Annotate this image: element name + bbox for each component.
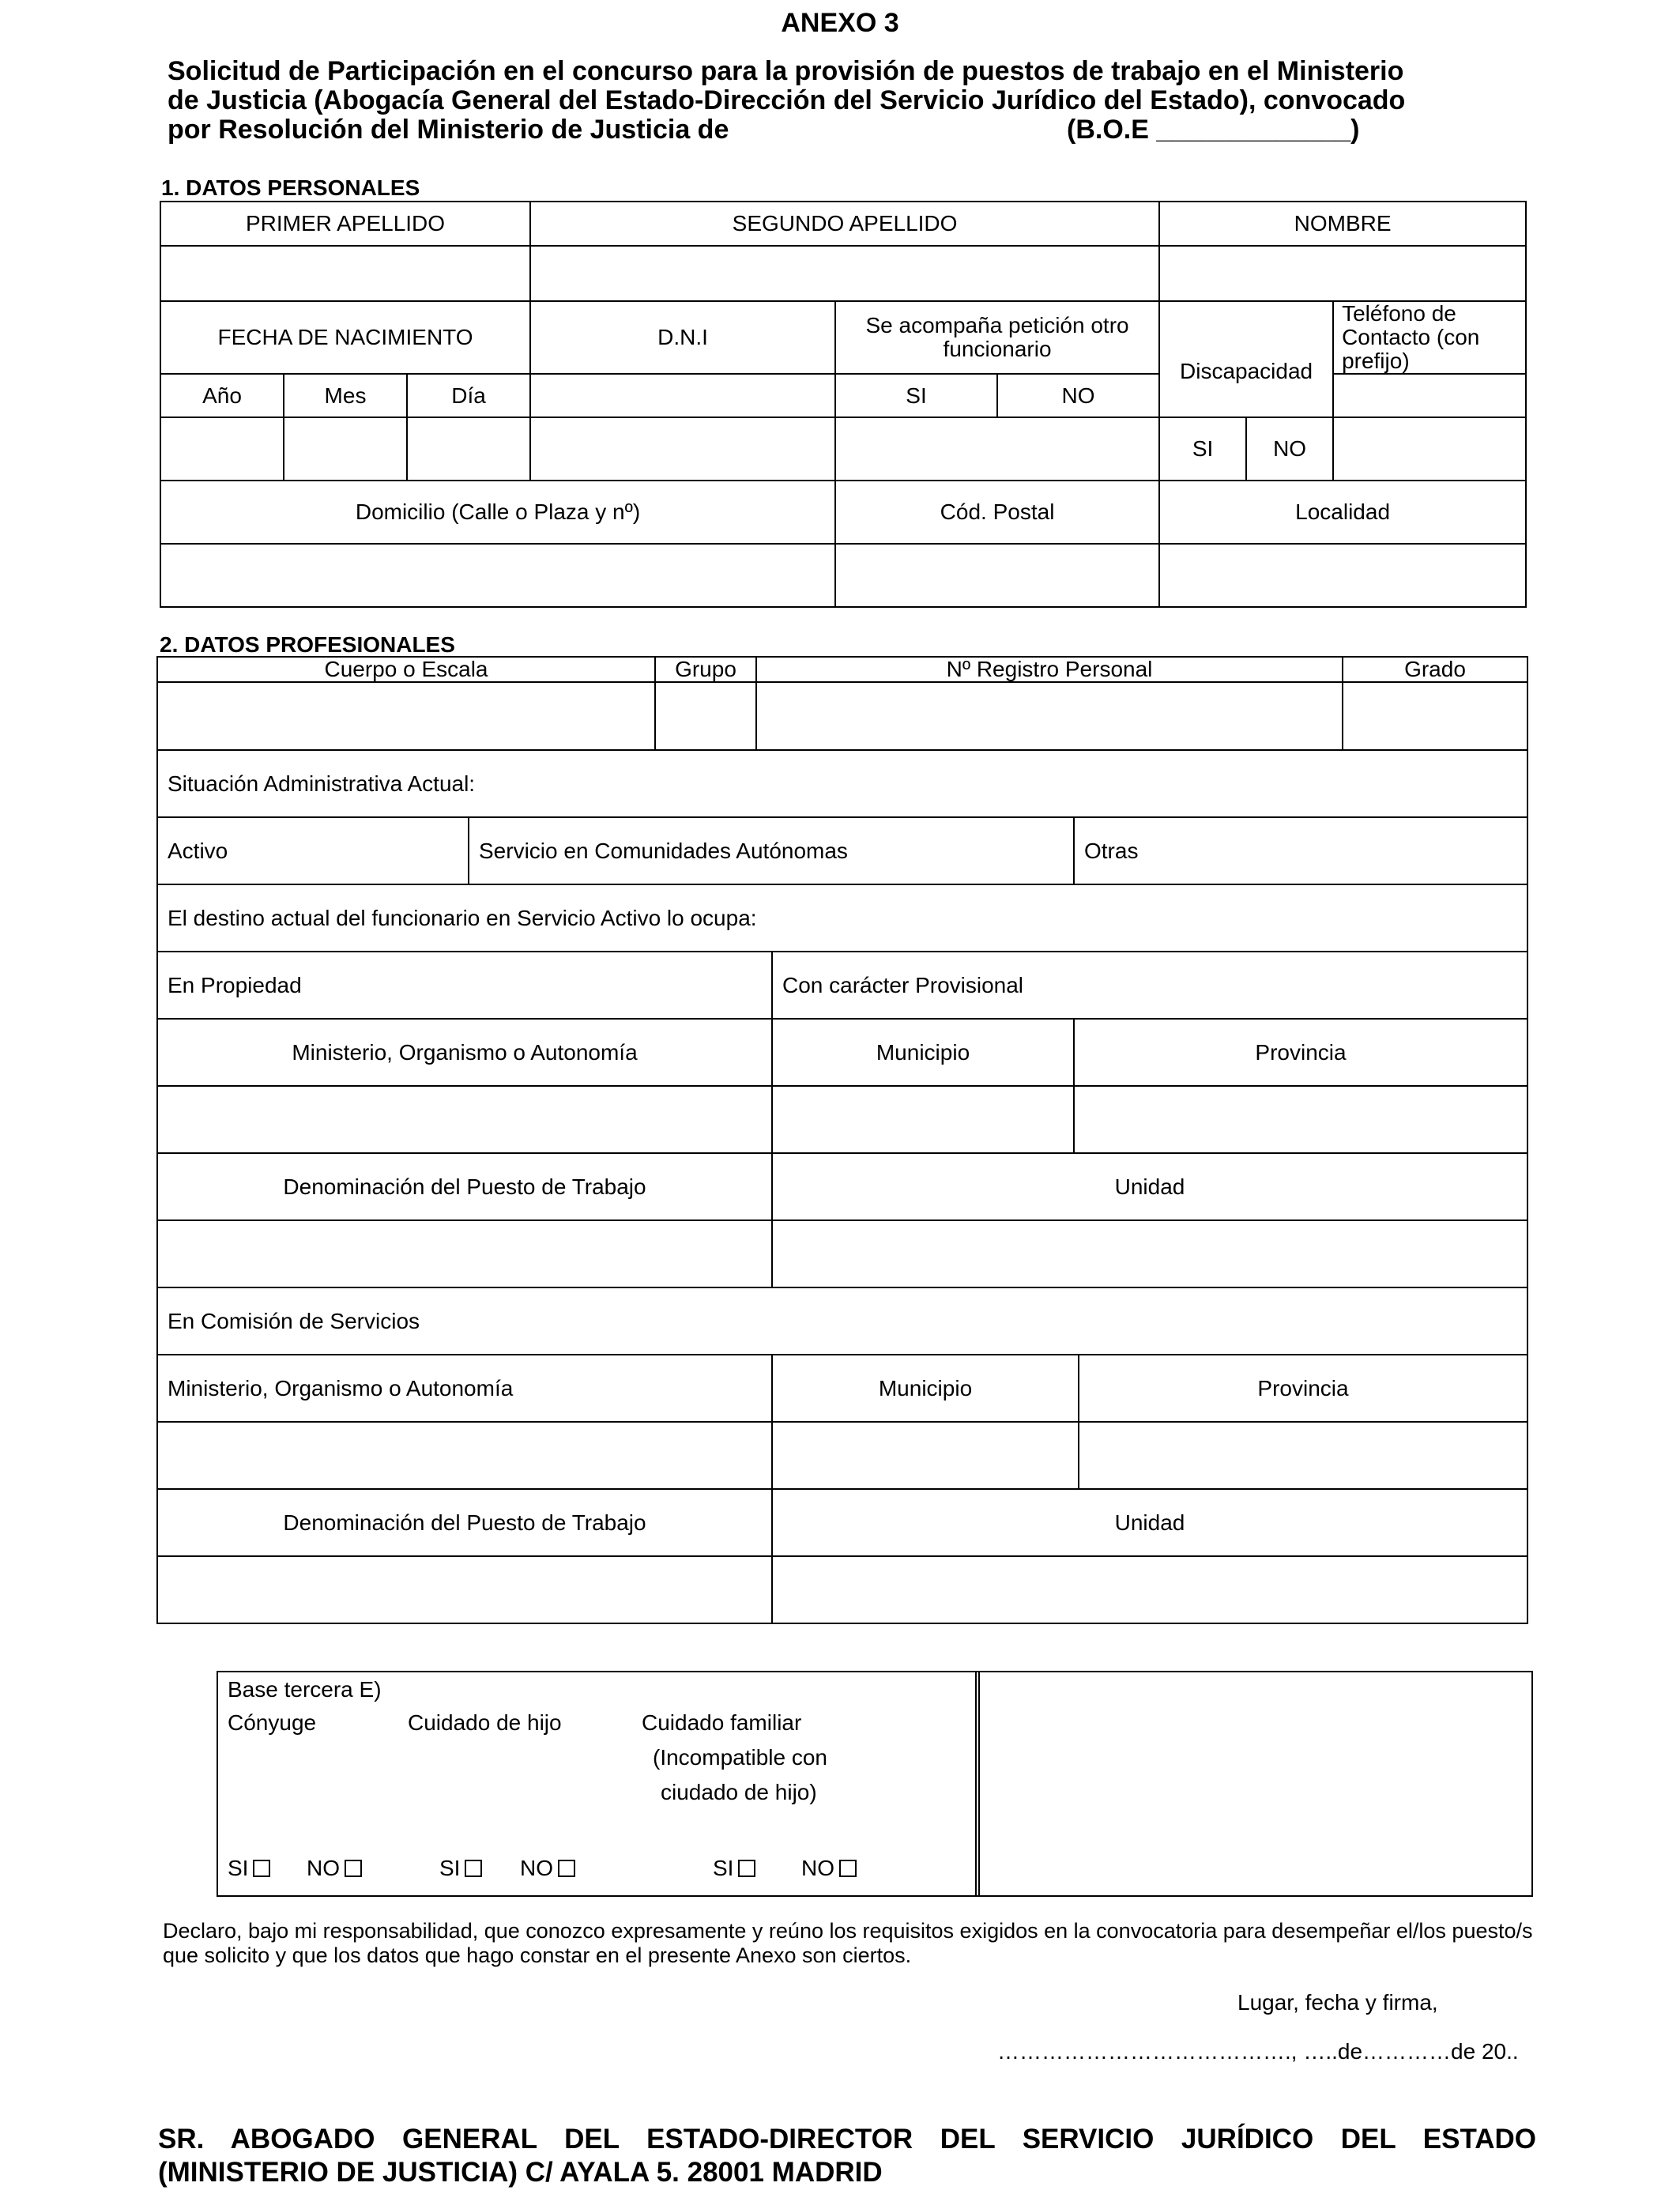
footer-address — [158, 2123, 1536, 2189]
dni-field[interactable] — [530, 417, 835, 481]
provisional-option[interactable]: Con carácter Provisional — [772, 952, 1527, 1019]
hijo-no[interactable] — [520, 1856, 575, 1881]
unidad-field-1[interactable] — [772, 1220, 1527, 1287]
page-title: ANEXO 3 — [781, 8, 899, 38]
familiar-no[interactable] — [801, 1856, 857, 1881]
denominacion-label-2: Denominación del Puesto de Trabajo — [157, 1489, 772, 1556]
municipio-label-2: Municipio — [772, 1355, 1079, 1422]
footer-line-1: SR. ABOGADO GENERAL DEL ESTADO-DIRECTOR DEL SERVICIO JURÍDICO DEL ESTADO — [158, 2124, 1536, 2154]
primer-apellido-field[interactable] — [160, 246, 530, 301]
familiar-si[interactable] — [713, 1856, 755, 1881]
cuerpo-label: Cuerpo o Escala — [157, 657, 655, 682]
telefono-field[interactable] — [1333, 417, 1526, 481]
no-label: NO — [520, 1856, 553, 1880]
checkbox-icon[interactable] — [465, 1860, 482, 1877]
provincia-label-2: Provincia — [1079, 1355, 1527, 1422]
si-label: SI — [439, 1856, 461, 1880]
heading-boe: (B.O.E _____________) — [1067, 115, 1360, 145]
conyuge-label: Cónyuge — [228, 1710, 317, 1735]
incompat-line-1: (Incompatible con — [653, 1745, 828, 1770]
telefono-field-top[interactable] — [1333, 374, 1526, 417]
mes-field[interactable] — [284, 417, 407, 481]
familiar-label: Cuidado familiar — [642, 1710, 802, 1735]
base-tercera-box — [217, 1671, 980, 1897]
declaration-text: Declaro, bajo mi responsabilidad, que conozco expresamente y reúno los requisitos exigidos en la convocatoria para desempeñar el/los puesto/s que solicito y que los datos que hago constar en el presente Anexo son ciertos. — [163, 1919, 1533, 1967]
municipio-label-1: Municipio — [772, 1019, 1074, 1086]
grupo-field[interactable] — [655, 682, 756, 750]
section2-title: 2. DATOS PROFESIONALES — [160, 632, 455, 657]
denominacion-field-1[interactable] — [157, 1220, 772, 1287]
localidad-label: Localidad — [1159, 481, 1526, 544]
acompana-si-label: SI — [835, 374, 997, 417]
unidad-label-1: Unidad — [772, 1153, 1527, 1220]
grupo-label: Grupo — [655, 657, 756, 682]
anio-field[interactable] — [160, 417, 284, 481]
checkbox-icon[interactable] — [738, 1860, 755, 1877]
cod-postal-field[interactable] — [835, 544, 1159, 607]
base-tercera-notes-box[interactable] — [975, 1671, 1533, 1897]
nombre-field[interactable] — [1159, 246, 1526, 301]
comision-label[interactable]: En Comisión de Servicios — [157, 1287, 1527, 1355]
datos-profesionales-header-table — [156, 656, 1528, 751]
destino-label: El destino actual del funcionario en Servicio Activo lo ocupa: — [157, 884, 1527, 952]
provincia-label-1: Provincia — [1074, 1019, 1527, 1086]
otras-option[interactable]: Otras — [1074, 817, 1527, 884]
ministerio-label-2: Ministerio, Organismo o Autonomía — [157, 1355, 772, 1422]
cod-postal-label: Cód. Postal — [835, 481, 1159, 544]
discapacidad-label: Discapacidad — [1159, 301, 1333, 417]
discapacidad-si-label[interactable]: SI — [1159, 417, 1246, 481]
checkbox-icon[interactable] — [253, 1860, 270, 1877]
domicilio-label: Domicilio (Calle o Plaza y nº) — [160, 481, 835, 544]
conyuge-no[interactable] — [307, 1856, 362, 1881]
primer-apellido-label: PRIMER APELLIDO — [160, 202, 530, 246]
datos-profesionales-table — [156, 749, 1528, 1624]
acompana-field[interactable] — [835, 417, 1159, 481]
anio-label: Año — [160, 374, 284, 417]
heading-line-3: por Resolución del Ministerio de Justicia de — [168, 115, 729, 145]
base-title: Base tercera E) — [228, 1677, 382, 1702]
municipio-field-2[interactable] — [772, 1422, 1079, 1489]
fecha-line[interactable]: …………………………………., …..de…………de 20.. — [997, 2039, 1519, 2064]
no-label: NO — [801, 1856, 834, 1880]
activo-option[interactable]: Activo — [157, 817, 469, 884]
hijo-label: Cuidado de hijo — [408, 1710, 562, 1735]
ministerio-field-2[interactable] — [157, 1422, 772, 1489]
dia-label: Día — [407, 374, 530, 417]
section1-title: 1. DATOS PERSONALES — [161, 175, 420, 200]
registro-label: Nº Registro Personal — [756, 657, 1343, 682]
denominacion-field-2[interactable] — [157, 1556, 772, 1623]
conyuge-si[interactable] — [228, 1856, 270, 1881]
fecha-nacimiento-label: FECHA DE NACIMIENTO — [160, 301, 530, 374]
provincia-field-2[interactable] — [1079, 1422, 1527, 1489]
footer-line-2: (MINISTERIO DE JUSTICIA) C/ AYALA 5. 28001 MADRID — [158, 2157, 883, 2188]
heading-line-1: Solicitud de Participación en el concurso para la provisión de puestos de trabajo en el Ministerio — [168, 56, 1404, 86]
segundo-apellido-label: SEGUNDO APELLIDO — [530, 202, 1159, 246]
checkbox-icon[interactable] — [558, 1860, 575, 1877]
unidad-label-2: Unidad — [772, 1489, 1527, 1556]
registro-field[interactable] — [756, 682, 1343, 750]
provincia-field-1[interactable] — [1074, 1086, 1527, 1153]
incompat-line-2: ciudado de hijo) — [661, 1780, 817, 1804]
ministerio-field-1[interactable] — [157, 1086, 772, 1153]
si-label: SI — [713, 1856, 734, 1880]
hijo-si[interactable] — [439, 1856, 482, 1881]
domicilio-field[interactable] — [160, 544, 835, 607]
nombre-label: NOMBRE — [1159, 202, 1526, 246]
grado-field[interactable] — [1343, 682, 1527, 750]
acompana-no-label: NO — [997, 374, 1159, 417]
denominacion-label-1: Denominación del Puesto de Trabajo — [157, 1153, 772, 1220]
propiedad-option[interactable]: En Propiedad — [157, 952, 772, 1019]
discapacidad-no-label[interactable]: NO — [1246, 417, 1333, 481]
ministerio-label-1: Ministerio, Organismo o Autonomía — [157, 1019, 772, 1086]
situacion-label: Situación Administrativa Actual: — [157, 750, 1527, 817]
lugar-label: Lugar, fecha y firma, — [1237, 1990, 1438, 2015]
unidad-field-2[interactable] — [772, 1556, 1527, 1623]
telefono-label: Teléfono de Contacto (con prefijo) — [1333, 301, 1526, 374]
heading-line-2: de Justicia (Abogacía General del Estado-Dirección del Servicio Jurídico del Estado), convocado — [168, 85, 1406, 115]
dni-field-top[interactable] — [530, 374, 835, 417]
checkbox-icon[interactable] — [345, 1860, 362, 1877]
no-label: NO — [307, 1856, 340, 1880]
mes-label: Mes — [284, 374, 407, 417]
localidad-field[interactable] — [1159, 544, 1526, 607]
dni-label: D.N.I — [530, 301, 835, 374]
servicio-ccaa-option[interactable]: Servicio en Comunidades Autónomas — [469, 817, 1074, 884]
checkbox-icon[interactable] — [839, 1860, 857, 1877]
datos-personales-table — [160, 201, 1527, 608]
acompana-label: Se acompaña petición otro funcionario — [835, 301, 1159, 374]
segundo-apellido-field[interactable] — [530, 246, 1159, 301]
grado-label: Grado — [1343, 657, 1527, 682]
dia-field[interactable] — [407, 417, 530, 481]
si-label: SI — [228, 1856, 249, 1880]
cuerpo-field[interactable] — [157, 682, 655, 750]
municipio-field-1[interactable] — [772, 1086, 1074, 1153]
